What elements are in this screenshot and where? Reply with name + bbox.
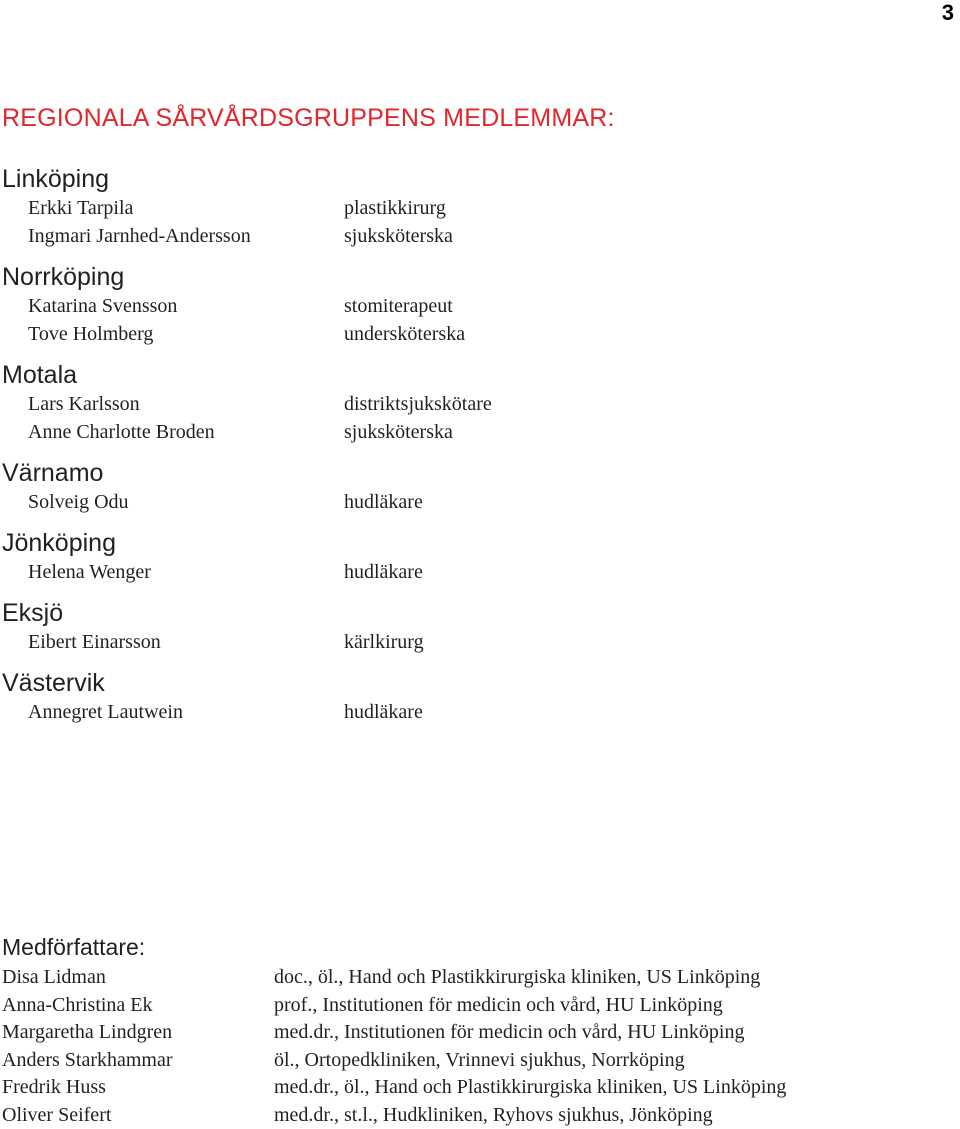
page-number: 3 [942, 0, 954, 26]
coauthor-name: Fredrik Huss [0, 1074, 274, 1102]
coauthor-name: Margaretha Lindgren [0, 1019, 274, 1047]
coauthors-section [0, 930, 950, 1129]
member-role: stomiterapeut [316, 292, 453, 320]
coauthor-row [0, 964, 950, 992]
member-group [0, 528, 900, 586]
member-row [0, 320, 900, 348]
member-name: Lars Karlsson [0, 390, 316, 418]
group-heading: Norrköping [0, 262, 900, 292]
member-name: Helena Wenger [0, 558, 316, 586]
coauthor-affiliation: doc., öl., Hand och Plastikkirurgiska kliniken, US Linköping [274, 964, 760, 992]
coauthor-name: Oliver Seifert [0, 1102, 274, 1129]
group-heading: Jönköping [0, 528, 900, 558]
member-name: Anne Charlotte Broden [0, 418, 316, 446]
member-name: Eibert Einarsson [0, 628, 316, 656]
coauthor-affiliation: öl., Ortopedkliniken, Vrinnevi sjukhus, Norrköping [274, 1047, 685, 1075]
member-row [0, 628, 900, 656]
group-heading: Linköping [0, 164, 900, 194]
member-role: sjuksköterska [316, 222, 453, 250]
group-heading: Västervik [0, 668, 900, 698]
coauthor-affiliation: med.dr., öl., Hand och Plastikkirurgiska kliniken, US Linköping [274, 1074, 786, 1102]
member-group [0, 458, 900, 516]
member-row [0, 292, 900, 320]
member-role: hudläkare [316, 698, 423, 726]
member-name: Ingmari Jarnhed-Andersson [0, 222, 316, 250]
member-row [0, 488, 900, 516]
member-role: hudläkare [316, 488, 423, 516]
coauthor-affiliation: med.dr., Institutionen för medicin och vård, HU Linköping [274, 1019, 744, 1047]
group-heading: Eksjö [0, 598, 900, 628]
coauthors-list [0, 964, 950, 1129]
member-row [0, 558, 900, 586]
member-group [0, 360, 900, 446]
coauthor-affiliation: med.dr., st.l., Hudkliniken, Ryhovs sjukhus, Jönköping [274, 1102, 713, 1129]
coauthor-row [0, 1019, 950, 1047]
member-group [0, 598, 900, 656]
member-name: Katarina Svensson [0, 292, 316, 320]
member-role: sjuksköterska [316, 418, 453, 446]
member-name: Tove Holmberg [0, 320, 316, 348]
coauthor-row [0, 1074, 950, 1102]
member-name: Annegret Lautwein [0, 698, 316, 726]
member-row [0, 194, 900, 222]
member-group [0, 262, 900, 348]
coauthor-affiliation: prof., Institutionen för medicin och vård, HU Linköping [274, 992, 723, 1020]
coauthor-name: Anders Starkhammar [0, 1047, 274, 1075]
group-heading: Motala [0, 360, 900, 390]
member-group [0, 668, 900, 726]
member-role: undersköterska [316, 320, 465, 348]
member-role: kärlkirurg [316, 628, 424, 656]
group-heading: Värnamo [0, 458, 900, 488]
member-row [0, 390, 900, 418]
coauthor-name: Anna-Christina Ek [0, 992, 274, 1020]
member-role: distriktsjukskötare [316, 390, 492, 418]
member-row [0, 418, 900, 446]
member-name: Erkki Tarpila [0, 194, 316, 222]
member-groups [0, 164, 900, 738]
coauthor-row [0, 1102, 950, 1129]
coauthors-heading: Medförfattare: [0, 930, 950, 964]
member-row [0, 698, 900, 726]
coauthor-row [0, 992, 950, 1020]
member-role: plastikkirurg [316, 194, 446, 222]
coauthor-name: Disa Lidman [0, 964, 274, 992]
member-group [0, 164, 900, 250]
member-name: Solveig Odu [0, 488, 316, 516]
coauthor-row [0, 1047, 950, 1075]
member-role: hudläkare [316, 558, 423, 586]
page-title: REGIONALA SÅRVÅRDSGRUPPENS MEDLEMMAR: [2, 104, 615, 133]
member-row [0, 222, 900, 250]
